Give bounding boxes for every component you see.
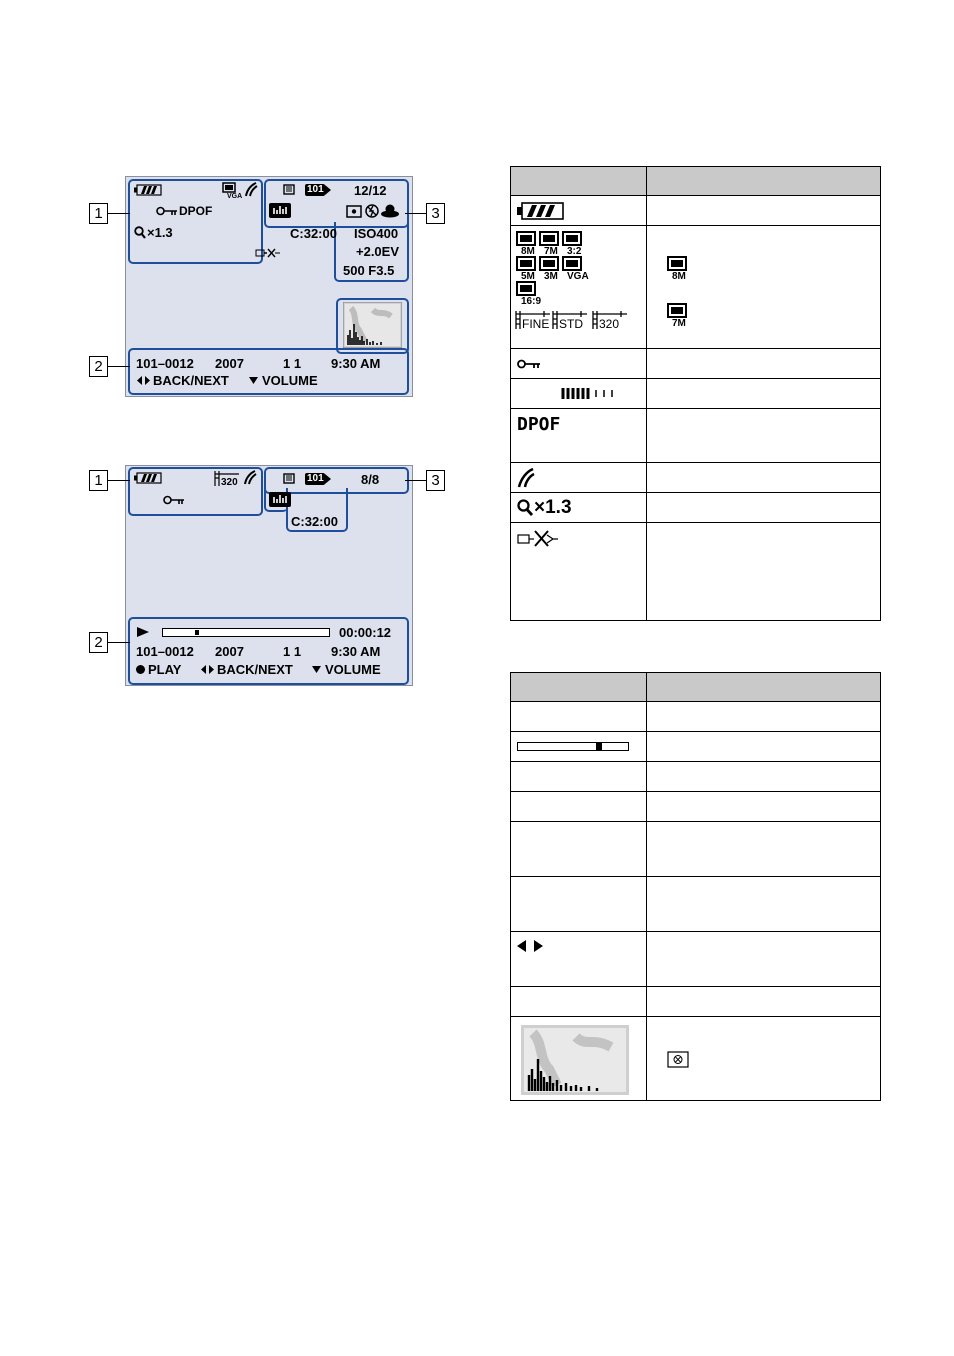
histogram-image <box>521 1025 629 1095</box>
table-row <box>511 379 881 409</box>
memory-card-icon <box>283 473 295 484</box>
svg-text:7M: 7M <box>544 246 558 255</box>
still-callout-2: 2 <box>89 356 108 377</box>
playback-folder-icon <box>269 203 291 218</box>
recording-date: 1 1 <box>283 644 302 659</box>
recording-year: 2007 <box>215 644 244 659</box>
left-right-arrows-icon <box>137 376 150 385</box>
recording-time: 9:30 AM <box>331 644 381 659</box>
playback-progress-marker <box>596 743 602 750</box>
svg-text:FINE: FINE <box>522 317 550 330</box>
battery-icon <box>134 472 162 484</box>
movie-progress-bar <box>162 628 330 637</box>
svg-text:8M: 8M <box>672 271 686 280</box>
svg-text:16:9: 16:9 <box>521 296 542 305</box>
playback-folder-icon <box>269 492 291 507</box>
indicator-table-2 <box>510 672 881 1101</box>
table-row <box>511 987 881 1017</box>
playback-progress-bar <box>517 742 629 751</box>
recording-date: 1 1 <box>283 356 302 371</box>
left-right-arrows-icon <box>201 665 214 674</box>
volume-label: VOLUME <box>325 662 381 677</box>
svg-text:8M: 8M <box>521 246 535 255</box>
table-row <box>511 732 881 762</box>
image-size-8m-icon <box>516 231 540 255</box>
volume-down-arrow-icon <box>249 377 258 384</box>
movie-callout-2: 2 <box>89 632 108 653</box>
white-balance-cloudy-icon <box>380 204 400 218</box>
shutter-aperture: 500 F3.5 <box>343 263 395 278</box>
movie-progress-marker <box>195 630 199 635</box>
movie-leader-3 <box>405 480 427 481</box>
play-dot-icon <box>136 665 145 674</box>
svg-text:VGA: VGA <box>567 271 589 280</box>
table-row <box>511 409 881 463</box>
pictbridge-icon <box>517 468 535 488</box>
battery-icon <box>517 202 564 220</box>
still-callout-1: 1 <box>89 203 108 224</box>
exposure-value: +2.0EV <box>356 244 400 259</box>
histogram-button-icon <box>667 1051 689 1068</box>
folder-arrow-icon <box>325 474 331 484</box>
table-row <box>511 877 881 932</box>
folder-number: 101 <box>307 184 324 195</box>
image-size-5m-icon <box>516 256 540 280</box>
movie-callout-1: 1 <box>89 470 108 491</box>
table-row <box>511 226 881 349</box>
still-leader-3 <box>405 213 427 214</box>
image-size-8m-icon <box>667 256 691 280</box>
image-size-icons-right <box>647 226 880 348</box>
table-header-row <box>511 673 881 702</box>
image-size-icons <box>511 226 646 348</box>
file-number: 101–0012 <box>136 644 194 659</box>
svg-text:VGA: VGA <box>227 193 242 199</box>
volume-down-arrow-icon <box>312 666 321 673</box>
image-size-vga-icon <box>562 256 592 280</box>
image-size-3-2-icon <box>562 231 586 255</box>
battery-icon <box>134 184 162 196</box>
movie-callout-3: 3 <box>426 470 445 491</box>
usb-disconnect-icon <box>517 529 559 549</box>
usb-disconnect-icon <box>255 247 281 259</box>
svg-text:STD: STD <box>559 317 583 330</box>
movie-leader-2 <box>108 642 130 643</box>
play-label: PLAY <box>148 662 182 677</box>
dpof-mark: DPOF <box>517 414 561 435</box>
table-row <box>511 932 881 987</box>
svg-text:3M: 3M <box>544 271 558 280</box>
movie-leader-1 <box>108 480 130 481</box>
table-header-row <box>511 167 881 196</box>
image-size-16-9-icon <box>516 281 546 305</box>
back-next-label: BACK/NEXT <box>153 373 229 388</box>
protect-key-icon <box>163 495 185 505</box>
pictbridge-icon <box>244 182 258 197</box>
table-row <box>511 523 881 621</box>
still-leader-1 <box>108 213 130 214</box>
dpof-label: DPOF <box>179 204 213 218</box>
movie-size-320-icon <box>213 470 241 487</box>
image-count: 12/12 <box>354 183 387 198</box>
image-size-7m-icon <box>667 303 691 327</box>
still-leader-2 <box>108 366 130 367</box>
table-row <box>511 762 881 792</box>
left-right-arrows-icon <box>517 940 543 952</box>
still-callout-3: 3 <box>426 203 445 224</box>
table-row <box>511 1017 881 1101</box>
table-row <box>511 349 881 379</box>
table-row <box>511 493 881 523</box>
table-row <box>511 196 881 226</box>
svg-text:7M: 7M <box>672 318 686 327</box>
movie-size-fine-icon <box>514 310 554 330</box>
folder-arrow-icon <box>325 185 331 195</box>
indicator-table-1 <box>510 166 881 621</box>
pictbridge-icon <box>243 470 257 485</box>
table-row <box>511 822 881 877</box>
play-triangle-icon <box>137 627 149 637</box>
remaining-capacity: C:32:00 <box>291 514 338 529</box>
movie-size-std-icon <box>551 310 591 330</box>
table-row <box>511 702 881 732</box>
metering-spot-icon <box>346 205 362 218</box>
recording-time: 9:30 AM <box>331 356 381 371</box>
image-size-vga-icon <box>222 182 242 199</box>
folder-number: 101 <box>307 473 324 484</box>
volume-label: VOLUME <box>262 373 318 388</box>
image-size-3m-icon <box>539 256 563 280</box>
remaining-capacity: C:32:00 <box>290 226 337 241</box>
table-row <box>511 792 881 822</box>
movie-size-320-icon <box>591 310 631 330</box>
flash-off-icon <box>365 204 379 218</box>
table-row <box>511 463 881 493</box>
svg-text:5M: 5M <box>521 271 535 280</box>
back-next-label: BACK/NEXT <box>217 662 293 677</box>
zoom-magnifier-icon <box>134 226 146 239</box>
iso-value: ISO400 <box>354 226 399 241</box>
zoom-scale: ×1.3 <box>147 225 173 240</box>
histogram-thumbnail <box>343 302 402 348</box>
file-number: 101–0012 <box>136 356 194 371</box>
movie-counter: 00:00:12 <box>339 625 392 640</box>
memory-card-icon <box>283 184 295 195</box>
zoom-scale: ×1.3 <box>534 497 572 518</box>
movie-size-label: 320 <box>221 477 238 487</box>
image-count: 8/8 <box>361 472 380 487</box>
recording-year: 2007 <box>215 356 244 371</box>
image-size-7m-icon <box>539 231 563 255</box>
zoom-magnifier-icon <box>517 499 533 516</box>
svg-text:320: 320 <box>599 317 620 330</box>
protect-key-icon <box>517 359 541 369</box>
volume-level-icon <box>561 387 621 400</box>
protect-key-icon <box>156 206 178 216</box>
svg-text:3:2: 3:2 <box>567 246 582 255</box>
